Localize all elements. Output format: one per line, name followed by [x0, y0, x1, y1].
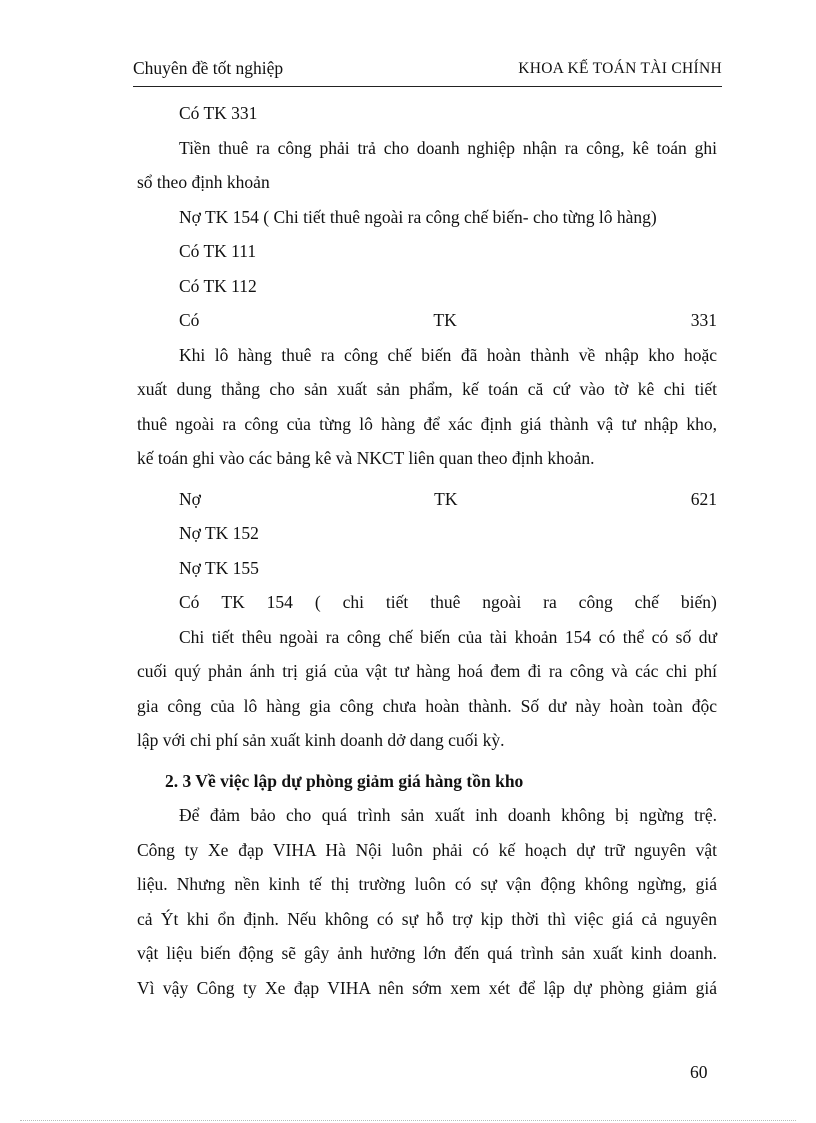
paragraph-line: kế toán ghi vào các bảng kê và NKCT liên quan theo định khoản.	[137, 448, 595, 468]
paragraph-line: Vì vậy Công ty Xe đạp VIHA nên sớm xem xét để lập dự phòng giảm giá	[137, 977, 717, 998]
paragraph-line: lập với chi phí sản xuất kinh doanh dở dang cuối kỳ.	[137, 730, 505, 750]
entry-line: Có TK 111	[179, 241, 257, 261]
spread-word: (	[314, 592, 321, 612]
page-number: 60	[690, 1062, 708, 1082]
entry-line: Có TK 112	[179, 275, 257, 296]
entry-line: Nợ TK 152	[179, 523, 259, 543]
paragraph-line: cuối quý phản ánh trị giá của vật tư hàng hoá đem đi ra công và các chi phí	[137, 661, 717, 681]
paragraph-line: Để đảm bảo cho quá trình sản xuất inh doanh không bị ngừng trệ.	[179, 805, 717, 825]
spread-word: 331	[690, 310, 717, 330]
entry-line: Có TK 331	[179, 103, 258, 123]
spread-word: Nợ	[179, 488, 201, 509]
paragraph	[137, 131, 717, 200]
paragraph-line: thuê ngoài ra công của từng lô hàng để xác định giá thành vậ tư nhập kho,	[137, 413, 717, 434]
paragraph-line: Chi tiết thêu ngoài ra công chế biến của tài khoản 154 có thể có số dư	[179, 626, 717, 647]
paragraph	[137, 798, 717, 1005]
page-bottom-divider	[20, 1120, 796, 1121]
paragraph-line: sổ theo định khoản	[137, 172, 270, 192]
spread-word: 621	[690, 488, 717, 509]
paragraph-line: vật liệu biến động sẽ gây ảnh hưởng lớn đến quá trình sản xuất kinh doanh.	[137, 943, 717, 963]
spread-word: chế	[634, 592, 659, 612]
section-heading: 2. 3 Về việc lập dự phòng giảm giá hàng tồn kho	[165, 770, 524, 791]
spread-entry-line	[137, 482, 717, 517]
spread-word: ra	[543, 592, 557, 612]
spread-word: tiết	[385, 592, 409, 612]
spread-word: biến)	[680, 592, 717, 612]
spread-word: TK	[434, 488, 458, 509]
entry-line: Nợ TK 155	[179, 557, 259, 578]
paragraph	[137, 338, 717, 476]
paragraph-line: Khi lô hàng thuê ra công chế biến đã hoàn thành về nhập kho hoặc	[179, 344, 717, 365]
header-document-type: Chuyên đề tốt nghiệp	[133, 58, 284, 78]
spread-word: 154	[266, 592, 293, 612]
spread-entry-line	[137, 585, 717, 620]
spread-word: chi	[342, 592, 364, 612]
header-faculty: KHOA KẾ TOÁN TÀI CHÍNH	[518, 60, 722, 77]
entry-line: Nợ TK 154 ( Chi tiết thuê ngoài ra công chế biến- cho từng lô hàng)	[179, 206, 657, 227]
spread-word: công	[578, 592, 613, 612]
page-header	[133, 56, 722, 87]
spread-word: TK	[221, 592, 245, 612]
spread-word: Có	[179, 592, 200, 612]
paragraph-line: Tiền thuê ra công phải trả cho doanh nghiệp nhận ra công, kê toán ghi	[179, 137, 717, 158]
paragraph-line: gia công của lô hàng gia công chưa hoàn thành. Số dư này hoàn toàn độc	[137, 695, 717, 716]
paragraph-line: xuất dung thẳng cho sản xuất sản phẩm, kế toán că cứ vào tờ kê chi tiết	[137, 379, 717, 399]
spread-word: TK	[433, 310, 457, 330]
paragraph-line: liệu. Nhưng nền kinh tế thị trường luôn có sự vận động không ngừng, giá	[137, 874, 717, 894]
spread-word: thuê	[430, 592, 461, 612]
page-body	[137, 96, 717, 1005]
paragraph-line: cả Ýt khi ổn định. Nếu không có sự hỗ trợ kịp thời thì việc giá cả nguyên	[137, 908, 717, 929]
spread-entry-line	[137, 303, 717, 338]
paragraph	[137, 620, 717, 758]
spread-word: ngoài	[482, 592, 522, 612]
spread-word: Có	[179, 310, 200, 330]
paragraph-line: Công ty Xe đạp VIHA Hà Nội luôn phải có kế hoạch dự trữ nguyên vật	[137, 839, 717, 860]
